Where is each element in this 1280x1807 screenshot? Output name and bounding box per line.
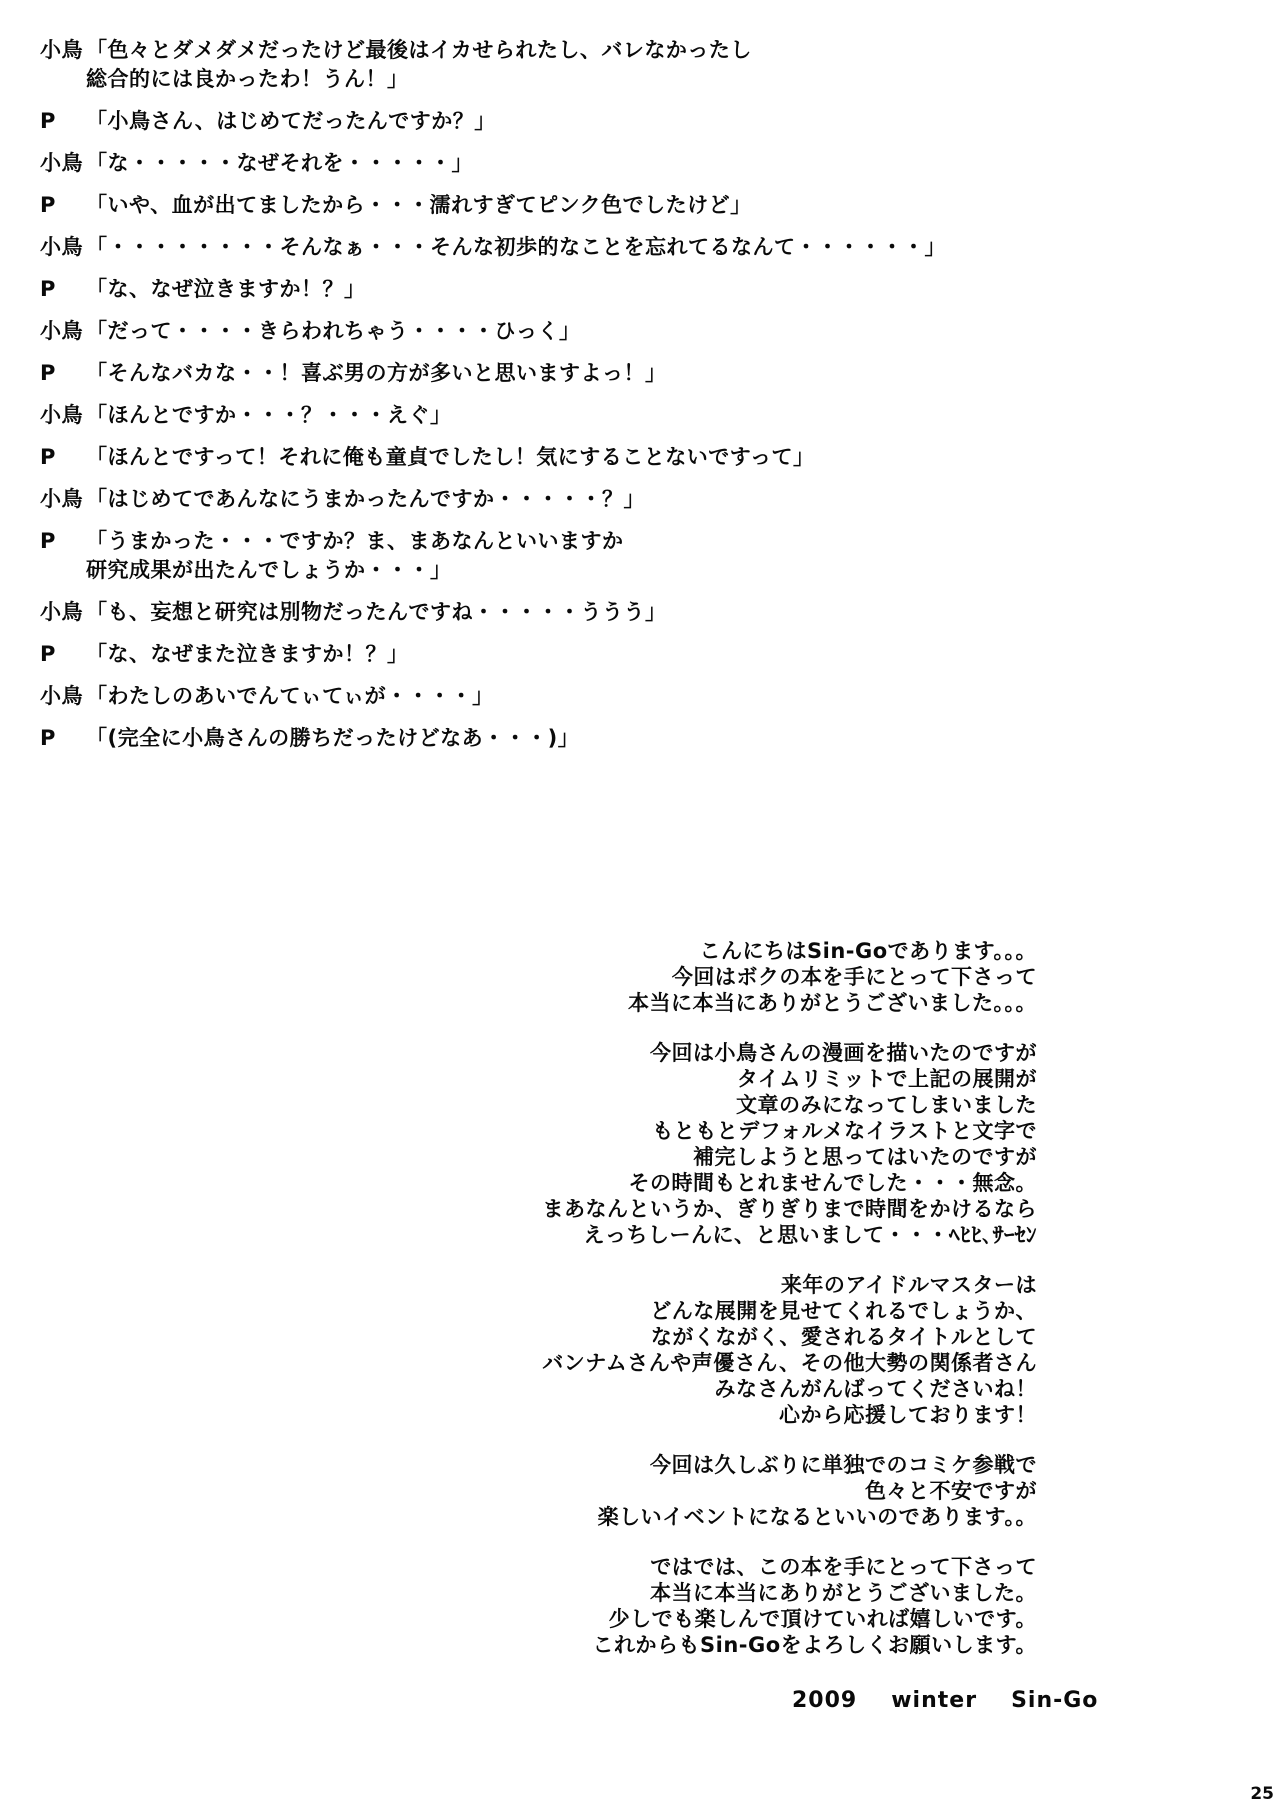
dialogue-row: [40, 682, 1250, 711]
afterword-line: 文章のみになってしまいました: [736, 1093, 1037, 1117]
speaker-label: 小鳥: [40, 235, 83, 259]
dialogue-text: 「うまかった・・・ですか？ま、まあなんといいますか: [86, 529, 624, 553]
dialogue-text: 「だって・・・・きらわれちゃう・・・・ひっく」: [86, 319, 581, 343]
afterword-line: 今回は久しぶりに単独でのコミケ参戦で: [650, 1453, 1037, 1477]
dialogue-text: 「ほんとですって！それに俺も童貞でしたし！気にすることないですって」: [86, 445, 815, 469]
speaker-label: P: [40, 642, 56, 666]
speaker-label: 小鳥: [40, 487, 83, 511]
speaker-label: 小鳥: [40, 319, 83, 343]
afterword-line: みなさんがんばってくださいね！: [714, 1377, 1037, 1401]
dialogue-row: [40, 640, 1250, 669]
footer-credit-line: [792, 1688, 1098, 1713]
dialogue-entry: [40, 275, 1250, 304]
speaker-label: P: [40, 193, 56, 217]
dialogue-row: [40, 36, 1250, 65]
footer-season: winter: [891, 1688, 978, 1713]
dialogue-row: [40, 443, 1250, 472]
dialogue-entry: [40, 191, 1250, 220]
dialogue-text: 「いや、血が出てましたから・・・濡れすぎてピンク色でしたけど」: [86, 193, 752, 217]
speaker-label: [40, 65, 86, 94]
dialogue-row: [40, 275, 1250, 304]
speaker-label: P: [40, 529, 56, 553]
dialogue-row: [40, 149, 1250, 178]
dialogue-entry: [40, 317, 1250, 346]
afterword-line: 本当に本当にありがとうございました。: [650, 1581, 1037, 1605]
dialogue-text: 「な、なぜまた泣きますか！？」: [86, 642, 409, 666]
dialogue-row: [40, 556, 1250, 585]
speaker-label: P: [40, 109, 56, 133]
dialogue-row: [40, 317, 1250, 346]
dialogue-row: [40, 527, 1250, 556]
afterword-line: バンナムさんや声優さん、その他大勢の関係者さん: [542, 1351, 1037, 1375]
dialogue-text: 「色々とダメダメだったけど最後はイカせられたし、バレなかったし: [86, 38, 752, 62]
speaker-label: 小鳥: [40, 151, 83, 175]
afterword-line: まあなんというか、ぎりぎりまで時間をかけるなら: [542, 1197, 1037, 1221]
footer-year: 2009: [792, 1688, 858, 1713]
dialogue-text: 「も、妄想と研究は別物だったんですね・・・・・ううう」: [86, 600, 667, 624]
dialogue-entry: [40, 598, 1250, 627]
dialogue-text: 「ほんとですか・・・？・・・えぐ」: [86, 403, 452, 427]
dialogue-text: 研究成果が出たんでしょうか・・・」: [86, 558, 452, 582]
dialogue-entry: [40, 485, 1250, 514]
dialogue-entry: [40, 640, 1250, 669]
afterword-line: 少しでも楽しんで頂けていれば嬉しいです。: [608, 1607, 1037, 1631]
speaker-label: P: [40, 726, 56, 750]
dialogue-entry: [40, 149, 1250, 178]
dialogue-entry: [40, 36, 1250, 94]
dialogue-entry: [40, 527, 1250, 585]
afterword-paragraph: [80, 1040, 1037, 1248]
speaker-label: [40, 556, 86, 585]
dialogue-text: 「わたしのあいでんてぃてぃが・・・・」: [86, 684, 494, 708]
afterword-line: どんな展開を見せてくれるでしょうか、: [650, 1299, 1037, 1323]
dialogue-row: [40, 65, 1250, 94]
afterword-paragraph: [80, 1554, 1037, 1658]
dialogue-row: [40, 107, 1250, 136]
dialogue-entry: [40, 359, 1250, 388]
afterword-line: 本当に本当にありがとうございました。。。: [628, 991, 1037, 1015]
afterword-line: こんにちはSin-Goであります。。。: [699, 939, 1037, 963]
dialogue-row: [40, 598, 1250, 627]
afterword-line: これからもSin-Goをよろしくお願いします。: [592, 1633, 1037, 1657]
afterword-line: ではでは、この本を手にとって下さって: [650, 1555, 1037, 1579]
afterword-line: 補完しようと思ってはいたのですが: [693, 1145, 1037, 1169]
dialogue-text: 「な、なぜ泣きますか！？」: [86, 277, 366, 301]
speaker-label: P: [40, 277, 56, 301]
afterword-paragraph: [80, 1272, 1037, 1428]
speaker-label: 小鳥: [40, 600, 83, 624]
dialogue-text: 「そんなバカな・・！喜ぶ男の方が多いと思いますよっ！」: [86, 361, 667, 385]
afterword-line: えっちしーんに、と思いまして・・・ﾍﾋﾋ､ｻｰｾﾝ: [583, 1223, 1037, 1247]
dialogue-row: [40, 233, 1250, 262]
afterword-line: 楽しいイベントになるといいのであります。。: [597, 1505, 1037, 1529]
dialogue-entry: [40, 233, 1250, 262]
afterword-section: [80, 938, 1037, 1682]
afterword-line: 今回は小鳥さんの漫画を描いたのですが: [650, 1041, 1037, 1065]
afterword-line: その時間もとれませんでした・・・無念。: [628, 1171, 1037, 1195]
dialogue-text: 「な・・・・・なぜそれを・・・・・」: [86, 151, 473, 175]
afterword-paragraph: [80, 938, 1037, 1016]
dialogue-text: 「・・・・・・・・そんなぁ・・・そんな初歩的なことを忘れてるなんて・・・・・・」: [86, 235, 946, 259]
dialogue-row: [40, 485, 1250, 514]
afterword-paragraph: [80, 1452, 1037, 1530]
speaker-label: 小鳥: [40, 684, 83, 708]
dialogue-section: [40, 36, 1250, 766]
dialogue-entry: [40, 107, 1250, 136]
dialogue-text: 「(完全に小鳥さんの勝ちだったけどなあ・・・)」: [86, 726, 580, 750]
afterword-line: もともとデフォルメなイラストと文字で: [652, 1119, 1037, 1143]
dialogue-entry: [40, 443, 1250, 472]
afterword-line: 心から応援しております！: [779, 1403, 1037, 1427]
page-number: 25: [1250, 1784, 1274, 1804]
speaker-label: 小鳥: [40, 403, 83, 427]
afterword-line: 色々と不安ですが: [865, 1479, 1037, 1503]
afterword-line: タイムリミットで上記の展開が: [736, 1067, 1037, 1091]
dialogue-entry: [40, 682, 1250, 711]
dialogue-text: 「小鳥さん、はじめてだったんですか？」: [86, 109, 496, 133]
dialogue-row: [40, 401, 1250, 430]
dialogue-row: [40, 359, 1250, 388]
dialogue-row: [40, 724, 1250, 753]
dialogue-row: [40, 191, 1250, 220]
footer-credit: Sin-Go: [1011, 1688, 1099, 1713]
speaker-label: P: [40, 445, 56, 469]
dialogue-text: 総合的には良かったわ！うん！」: [86, 67, 409, 91]
dialogue-text: 「はじめてであんなにうまかったんですか・・・・・？」: [86, 487, 645, 511]
dialogue-entry: [40, 724, 1250, 753]
afterword-line: ながくながく、愛されるタイトルとして: [650, 1325, 1037, 1349]
speaker-label: 小鳥: [40, 38, 83, 62]
afterword-line: 来年のアイドルマスターは: [780, 1273, 1037, 1297]
dialogue-entry: [40, 401, 1250, 430]
speaker-label: P: [40, 361, 56, 385]
afterword-line: 今回はボクの本を手にとって下さって: [671, 965, 1037, 989]
